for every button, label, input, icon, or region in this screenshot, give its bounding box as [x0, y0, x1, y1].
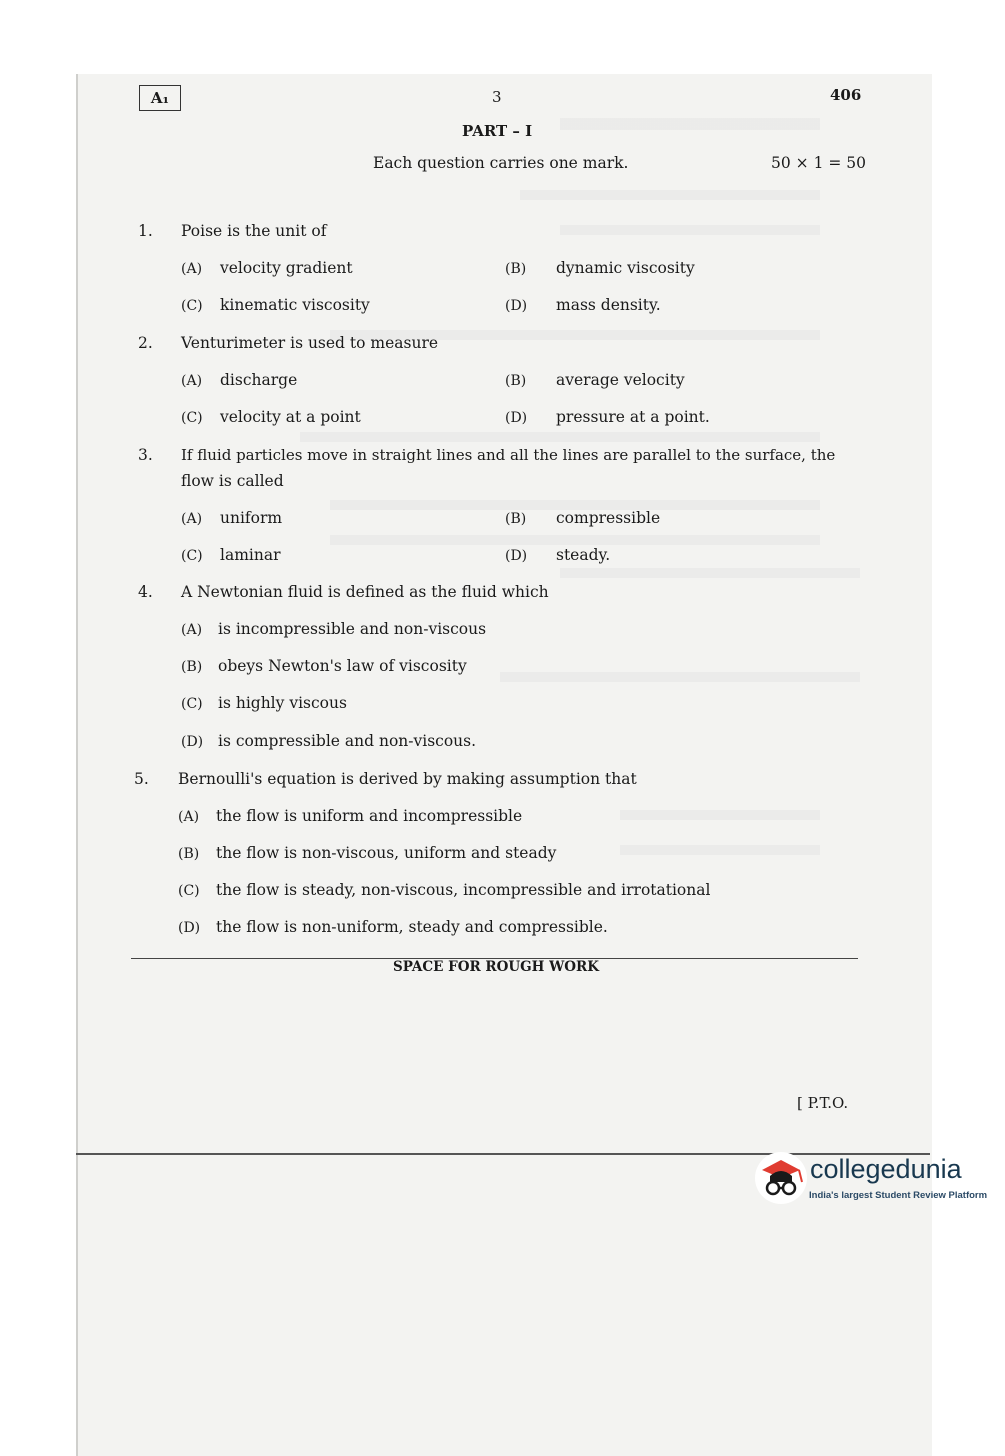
bleed-through	[560, 118, 820, 130]
option-text: mass density.	[556, 296, 661, 314]
bleed-through	[560, 568, 860, 578]
marks-scheme: 50 × 1 = 50	[771, 154, 866, 172]
option-letter: (C)	[181, 410, 203, 426]
question-number: 1.	[138, 222, 153, 240]
option-letter: (D)	[181, 734, 204, 750]
option-letter: (D)	[505, 298, 528, 314]
option-text: the flow is non-viscous, uniform and steady	[216, 844, 557, 862]
option-letter: (B)	[505, 511, 527, 527]
question-text: If fluid particles move in straight lines and all the lines are parallel to the surface, the	[181, 446, 836, 464]
bleed-through	[330, 535, 820, 545]
question-text-continued: flow is called	[181, 472, 284, 490]
bleed-through	[620, 810, 820, 820]
option-letter: (D)	[178, 920, 201, 936]
bleed-through	[520, 190, 820, 200]
option-letter: (C)	[178, 883, 200, 899]
bleed-through	[300, 432, 820, 442]
brand-tagline: India's largest Student Review Platform	[809, 1190, 988, 1201]
option-letter: (B)	[505, 261, 527, 277]
option-text: compressible	[556, 509, 661, 527]
paper-code-box: A₁	[139, 85, 181, 111]
option-letter: (A)	[178, 809, 200, 825]
option-letter: (D)	[505, 548, 528, 564]
option-text: the flow is uniform and incompressible	[216, 807, 523, 825]
option-text: discharge	[220, 371, 298, 389]
option-text: velocity at a point	[220, 408, 361, 426]
option-text: laminar	[220, 546, 281, 564]
option-letter: (A)	[181, 373, 203, 389]
option-text: dynamic viscosity	[556, 259, 695, 277]
option-letter: (B)	[505, 373, 527, 389]
rough-work-heading: SPACE FOR ROUGH WORK	[393, 959, 600, 975]
question-number: 3.	[138, 446, 153, 464]
option-letter: (C)	[181, 298, 203, 314]
option-text: pressure at a point.	[556, 408, 710, 426]
subject-code: 406	[830, 86, 862, 104]
option-text: uniform	[220, 509, 283, 527]
question-text: Venturimeter is used to measure	[181, 334, 439, 352]
option-text: obeys Newton's law of viscosity	[218, 657, 467, 675]
pto-marker: [ P.T.O.	[797, 1094, 849, 1112]
question-text: Bernoulli's equation is derived by making assumption that	[178, 770, 637, 788]
instruction-text: Each question carries one mark.	[373, 154, 629, 172]
option-text: velocity gradient	[220, 259, 353, 277]
page-number: 3	[492, 88, 502, 106]
option-letter: (A)	[181, 511, 203, 527]
option-letter: (C)	[181, 548, 203, 564]
option-text: kinematic viscosity	[220, 296, 370, 314]
option-text: steady.	[556, 546, 611, 564]
bleed-through	[500, 672, 860, 682]
option-text: average velocity	[556, 371, 685, 389]
brand-name: collegedunia	[810, 1154, 962, 1184]
option-text: the flow is steady, non-viscous, incompressible and irrotational	[216, 881, 711, 899]
question-text: A Newtonian fluid is defined as the fluid which	[181, 583, 549, 601]
option-letter: (B)	[181, 659, 203, 675]
option-letter: (A)	[181, 622, 203, 638]
scanned-page	[76, 74, 932, 1456]
option-letter: (D)	[505, 410, 528, 426]
bleed-through	[620, 845, 820, 855]
option-letter: (C)	[181, 696, 203, 712]
question-number: 2.	[138, 334, 153, 352]
question-number: 4.	[138, 583, 153, 601]
option-letter: (A)	[181, 261, 203, 277]
part-title: PART – I	[462, 122, 533, 140]
option-text: is incompressible and non-viscous	[218, 620, 487, 638]
bleed-through	[560, 225, 820, 235]
question-number: 5.	[134, 770, 149, 788]
option-text: is highly viscous	[218, 694, 347, 712]
option-text: the flow is non-uniform, steady and compressible.	[216, 918, 608, 936]
question-text: Poise is the unit of	[181, 222, 327, 240]
option-letter: (B)	[178, 846, 200, 862]
option-text: is compressible and non-viscous.	[218, 732, 477, 750]
